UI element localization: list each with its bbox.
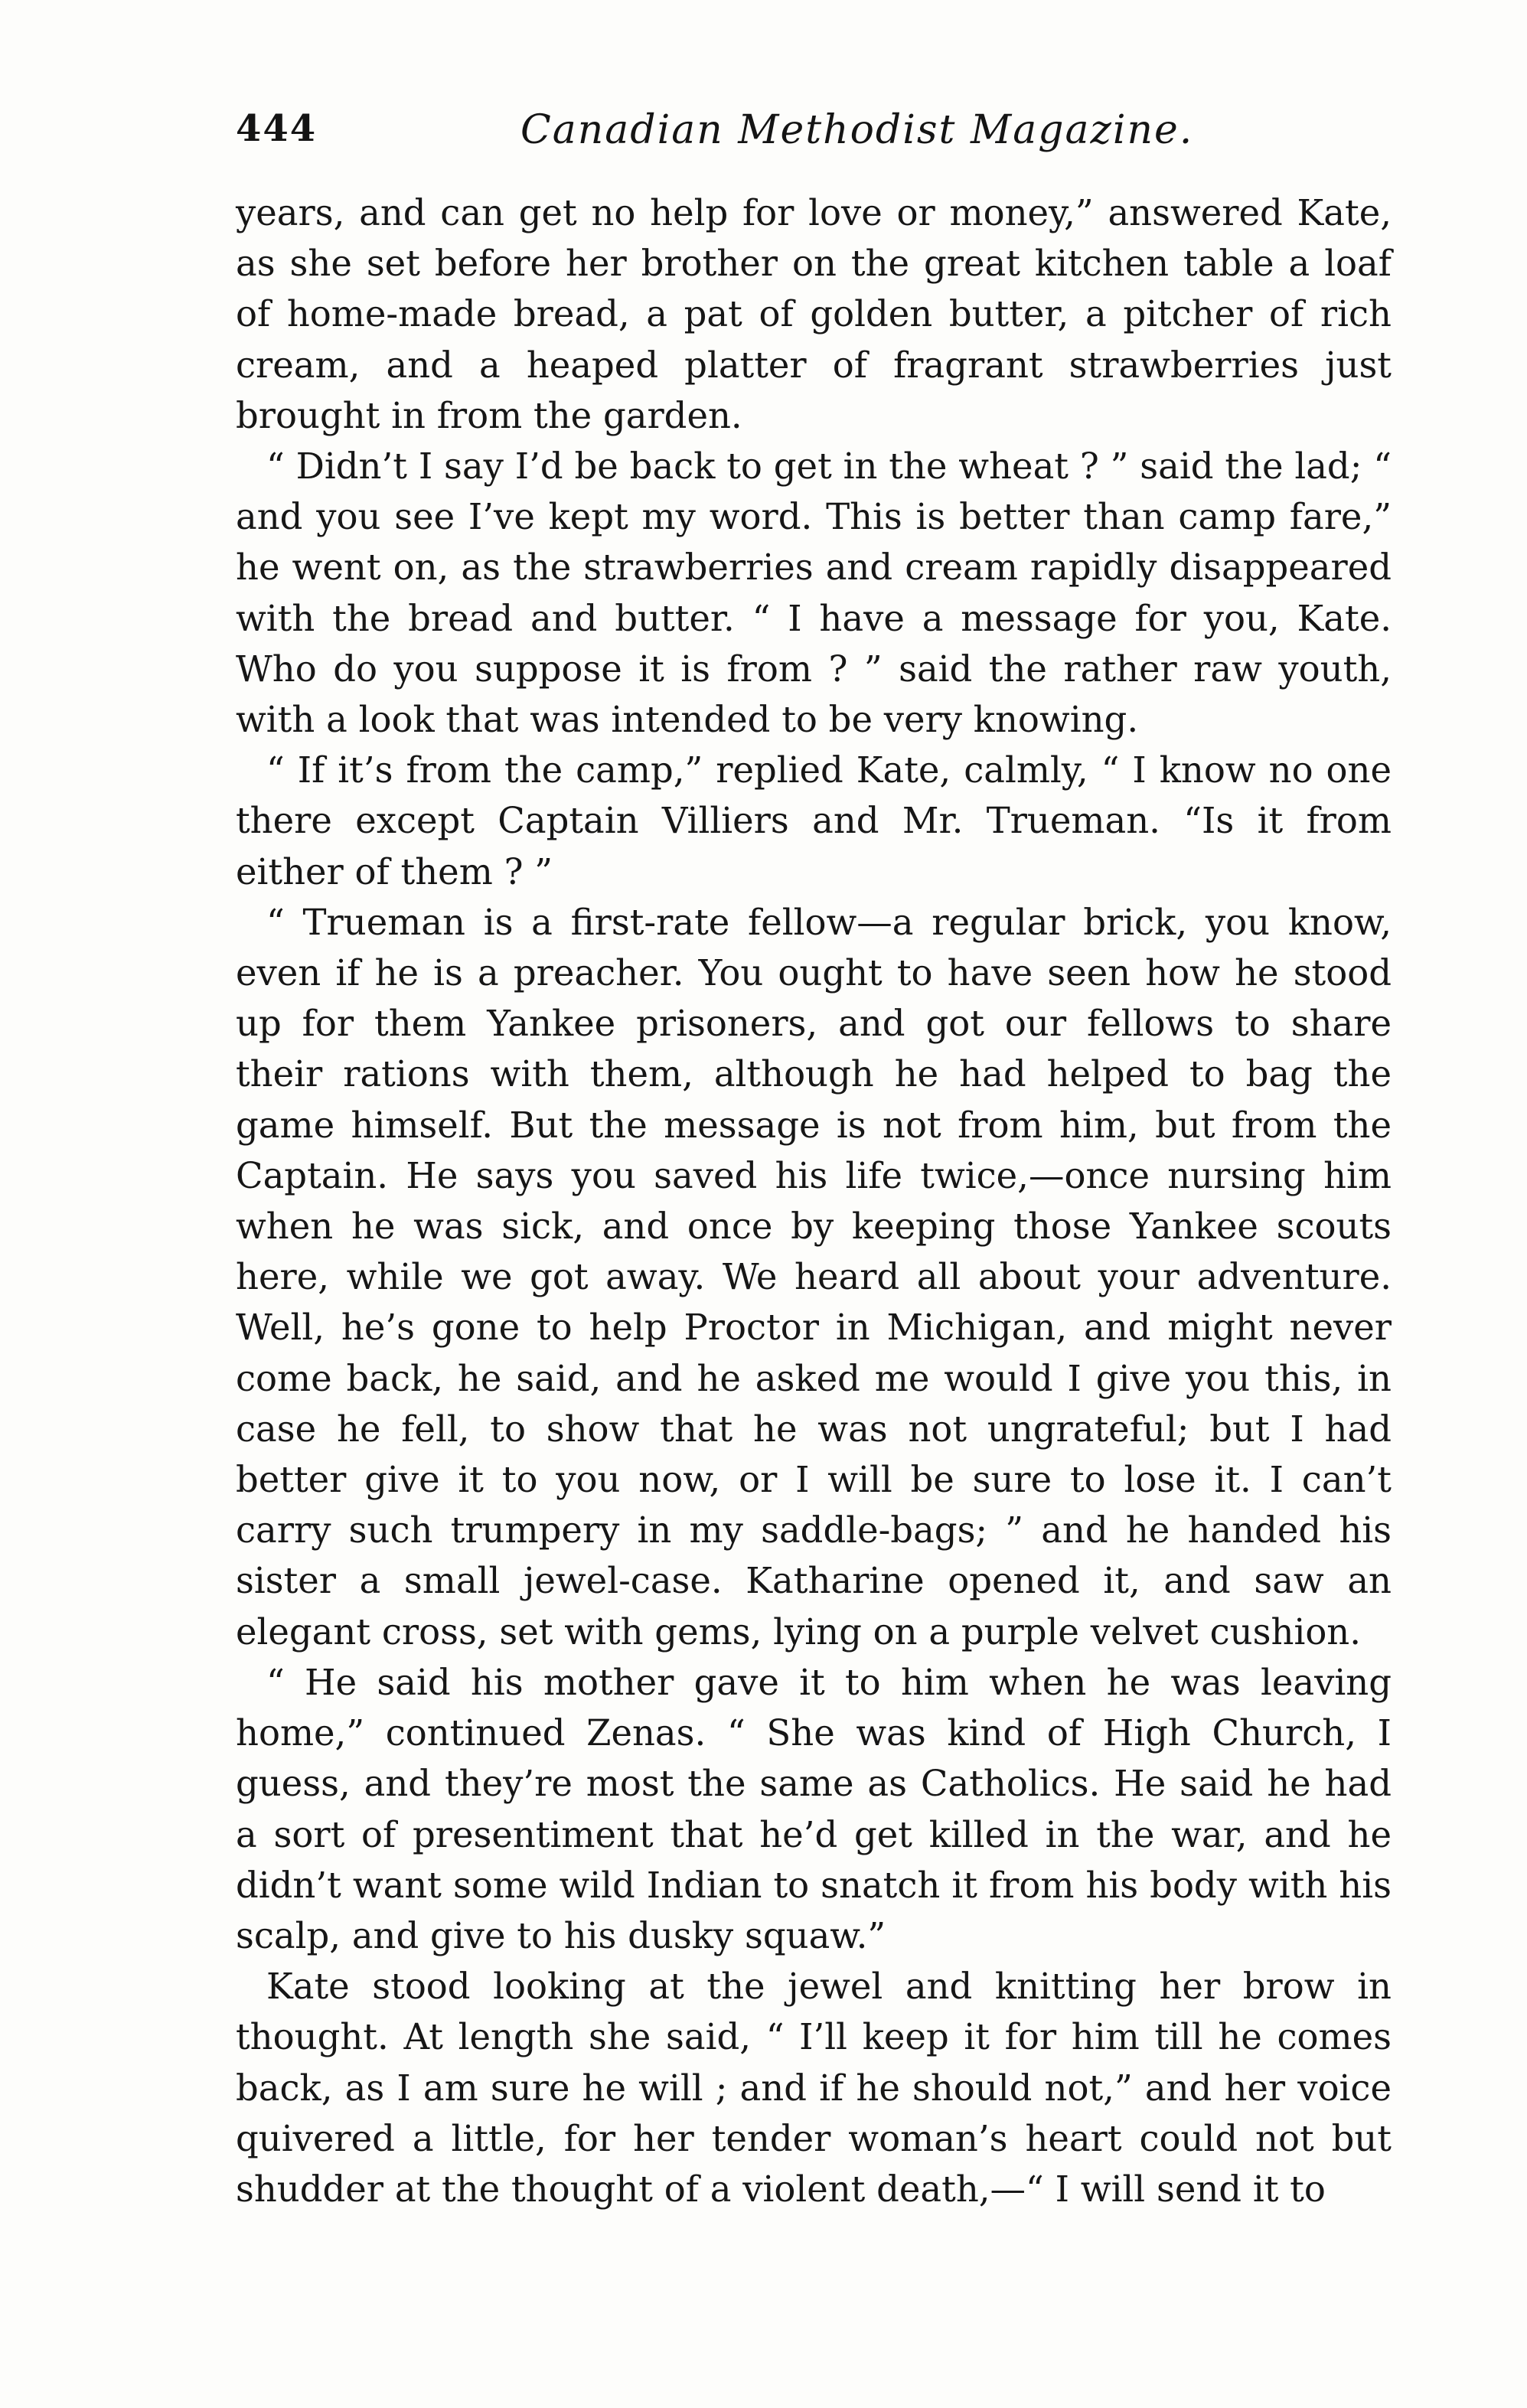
paragraph: “ He said his mother gave it to him when he was leaving home,” continued Zenas. “ She was kind of High Church, I guess, and they’re most the same as Catholics. He said he had a sort of presentiment that he’d get killed in the war, and he didn’t want some wild Indian to snatch it from his body with his scalp, and give to his dusky squaw.” [236,1661,1392,1956]
paragraph: “ If it’s from the camp,” replied Kate, calmly, “ I know no one there except Captain Villiers and Mr. Trueman. “Is it from either of them ? ” [236,749,1392,892]
paragraph: “ Trueman is a first-rate fellow—a regular brick, you know, even if he is a preacher. You ought to have seen how he stood up for them Yankee prisoners, and got our fellows to share their rations with them, although he had helped to bag the game himself. But the message is not from him, but from the Captain. He says you saved his life twice,—once nursing him when he was sick, and once by keeping those Yankee scouts here, while we got away. We heard all about your adventure. Well, he’s gone to help Proctor in Michigan, and might never come back, he said, and he asked me would I give you this, in case he fell, to show that he was not ungrateful; but I had better give it to you now, or I will be sure to lose it. I can’t carry such trumpery in my saddle-bags; ” and he handed his sister a small jewel-case. Katharine opened it, and saw an elegant cross, set with gems, lying on a purple velvet cushion. [236,901,1392,1653]
journal-title: Canadian Methodist Magazine. [520,107,1194,153]
article-body [236,188,1392,2214]
running-head [236,107,1399,168]
paragraph: “ Didn’t I say I’d be back to get in the wheat ? ” said the lad; “ and you see I’ve kept my word. This is better than camp fare,” he went on, as the strawberries and cream rapidly disappeared with the bread and butter. “ I have a message for you, Kate. Who do you suppose it is from ? ” said the rather raw youth, with a look that was intended to be very knowing. [236,445,1392,741]
paragraph: years, and can get no help for love or money,” answered Kate, as she set before her brother on the great kitchen table a loaf of home-made bread, a pat of golden butter, a pitcher of rich cream, and a heaped platter of fragrant strawberries just brought in from the garden. [236,192,1392,436]
page-number: 444 [236,107,318,150]
paragraph: Kate stood looking at the jewel and knitting her brow in thought. At length she said, “ I’ll keep it for him till he comes back, as I am sure he will ; and if he should not,” and her voice quivered a little, for her tender woman’s heart could not but shudder at the thought of a violent death,—“ I will send it to [236,1966,1392,2210]
